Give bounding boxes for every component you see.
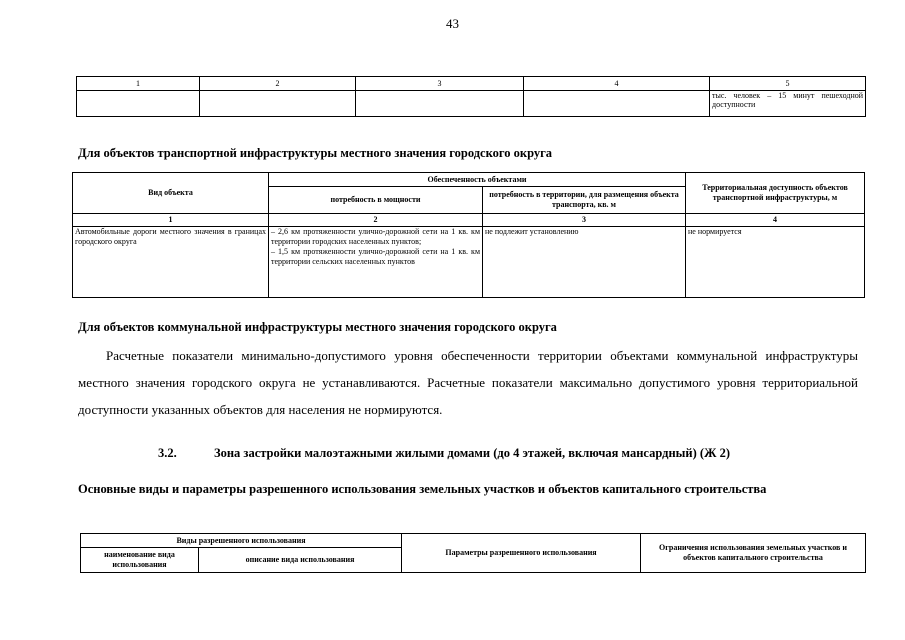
column-header-area-need: потребность в территории, для размещения объекта транспорта, кв. м — [483, 187, 686, 214]
column-header-accessibility: Территориальная доступность объектов транспортной инфраструктуры, м — [686, 173, 865, 214]
column-numbers-row — [73, 214, 865, 227]
transport-infrastructure-table — [72, 172, 865, 298]
subsection-title: Зона застройки малоэтажными жилыми домами (до 4 этажей, включая мансардный) (Ж 2) — [214, 446, 730, 460]
section-heading-transport: Для объектов транспортной инфраструктуры местного значения городского округа — [78, 146, 553, 160]
table-cell — [356, 91, 524, 117]
column-header-use-types: Виды разрешенного использования — [81, 534, 402, 548]
paragraph-communal: Расчетные показатели минимально-допустимого уровня обеспеченности территории объектами коммунальной инфраструктуры местного значения городского округа не устанавливаются. Расчетные показатели максимально допустимого уровня территориальной доступности указанных объектов для населения не нормируются. — [78, 348, 858, 417]
table-header-cell: 5 — [710, 77, 866, 91]
column-header-restrictions: Ограничения использования земельных участков и объектов капитального строительства — [641, 534, 866, 573]
table-header-cell: 1 — [77, 77, 200, 91]
column-header-parameters: Параметры разрешенного использования — [402, 534, 641, 573]
table-cell-object: Автомобильные дороги местного значения в границах городского округа — [73, 227, 269, 298]
table-row — [77, 91, 866, 117]
column-header-provision: Обеспеченность объектами — [269, 173, 686, 187]
table-cell-access: не нормируется — [686, 227, 865, 298]
page-number: 43 — [446, 16, 459, 31]
column-header-use-description: описание вида использования — [199, 548, 402, 573]
table-header-cell: 2 — [200, 77, 356, 91]
section-heading-permitted-uses: Основные виды и параметры разрешенного использования земельных участков и объектов капитального строительства — [78, 482, 767, 496]
power-norm-urban: – 2,6 км протяженности улично-дорожной сети на 1 кв. км территории городских населенных пунктов; — [271, 227, 480, 246]
column-header-object-type: Вид объекта — [73, 173, 269, 214]
column-header-use-name: наименование вида использования — [81, 548, 199, 573]
table-continuation — [76, 76, 866, 117]
column-number: 1 — [73, 214, 269, 227]
table-cell — [524, 91, 710, 117]
table-cell — [200, 91, 356, 117]
table-cell-power — [269, 227, 483, 298]
table-cell — [77, 91, 200, 117]
table-header-cell: 4 — [524, 77, 710, 91]
table-cell-area: не подлежит установлению — [483, 227, 686, 298]
power-norm-rural: – 1,5 км протяженности улично-дорожной сети на 1 кв. км территории сельских населенных пунктов — [271, 247, 480, 266]
permitted-uses-table — [80, 533, 866, 573]
table-row — [73, 227, 865, 298]
column-number: 3 — [483, 214, 686, 227]
subsection-number: 3.2. — [158, 446, 177, 460]
column-number: 2 — [269, 214, 483, 227]
table-header-cell: 3 — [356, 77, 524, 91]
column-header-power-need: потребность в мощности — [269, 187, 483, 214]
table-header-row — [77, 77, 866, 91]
column-number: 4 — [686, 214, 865, 227]
section-heading-communal: Для объектов коммунальной инфраструктуры местного значения городского округа — [78, 320, 557, 334]
table-cell: тыс. человек – 15 минут пешеходной доступности — [710, 91, 866, 117]
